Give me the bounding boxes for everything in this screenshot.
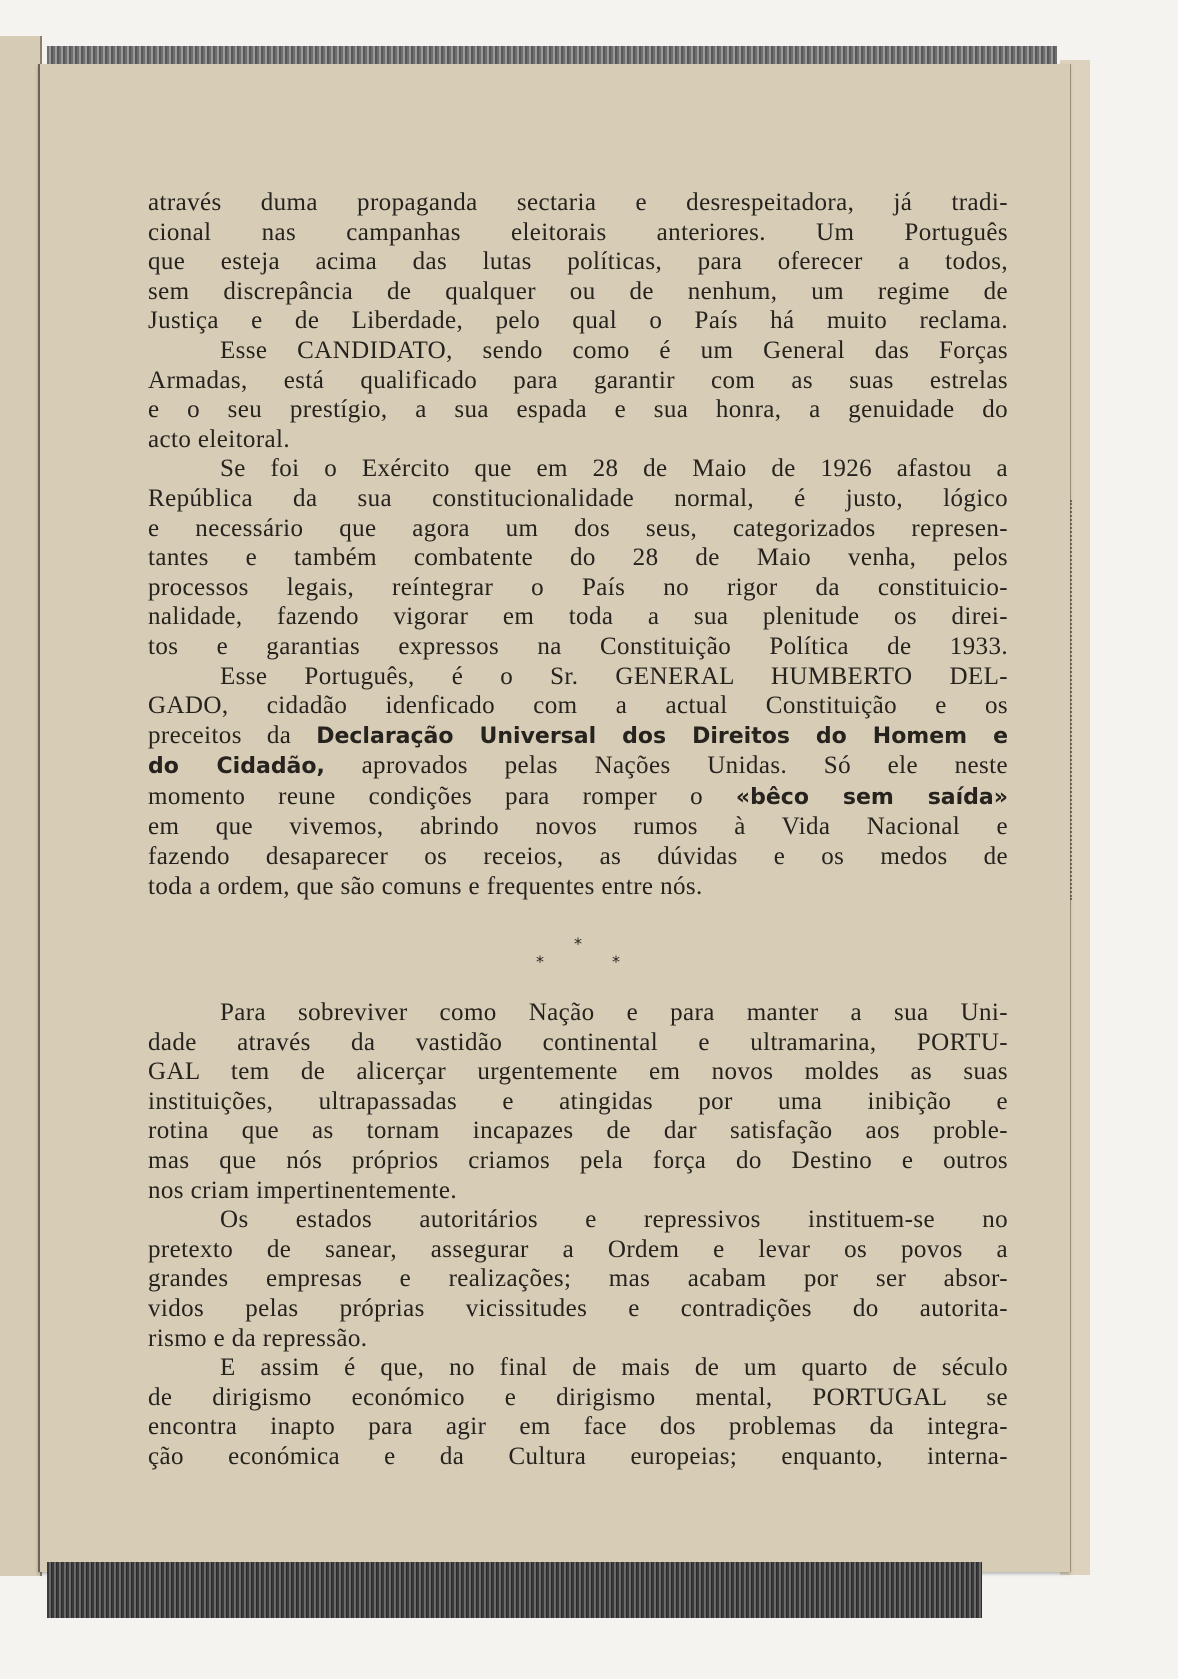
text-line [148,751,1008,782]
text-line: pretexto de sanear, assegurar a Ordem e levar os povos a [148,1235,1008,1263]
text-line: sem discrepância de qualquer ou de nenhum, um regime de [148,277,1008,305]
text-line: ção económica e da Cultura europeias; enquanto, interna- [148,1442,1008,1470]
text-line: em que vivemos, abrindo novos rumos à Vida Nacional e [148,813,1008,841]
text-segment: preceitos da [148,721,292,749]
text-line: Para sobreviver como Nação e para manter a sua Uni- [220,999,1008,1026]
text-line: rotina que as tornam incapazes de dar satisfação aos proble- [148,1117,1008,1145]
text-line: Esse Português, é o Sr. GENERAL HUMBERTO DEL- [220,662,1008,690]
separator-star: * [574,934,582,953]
separator-star: * [612,952,620,971]
text-line [148,782,1008,813]
paragraph-1 [148,188,1008,336]
text-block-bottom [148,998,1008,1472]
separator-star: * [536,952,544,971]
text-line: nos criam impertinentemente. [148,1176,458,1204]
text-line: vidos pelas próprias vicissitudes e contradições do autorita- [148,1294,1008,1322]
text-line: República da sua constitucionalidade normal, é justo, lógico [148,484,1008,512]
text-line: GAL tem de alicerçar urgentemente em novos moldes as suas [148,1058,1008,1086]
text-line: Justiça e de Liberdade, pelo qual o País há muito reclama. [148,307,1008,335]
facing-page-edge [0,36,42,1576]
text-line: acto eleitoral. [148,425,291,453]
text-line: processos legais, reíntegrar o País no rigor da constituicio- [148,573,1008,601]
text-line: Os estados autoritários e repressivos instituem-se no [220,1206,1008,1234]
text-line: nalidade, fazendo vigorar em toda a sua plenitude os direi- [148,603,1008,631]
paragraph-3 [148,454,1008,661]
page-edge-marks [1070,500,1084,900]
paragraph-6 [148,1205,1008,1353]
text-line: fazendo desaparecer os receios, as dúvidas e os medos de [148,843,1008,871]
text-line: toda a ordem, que são comuns e frequentes entre nós. [148,872,703,900]
text-line: e o seu prestígio, a sua espada e sua honra, a genuidade do [148,396,1008,424]
text-line: Se foi o Exército que em 28 de Maio de 1926 afastou a [220,455,1008,483]
emphasis-phrase: «bêco sem saída» [735,784,1008,810]
text-line: de dirigismo económico e dirigismo mental, PORTUGAL se [148,1383,1008,1411]
text-line: dade através da vastidão continental e ultramarina, PORTU- [148,1028,1008,1056]
text-line: através duma propaganda sectaria e desrespeitadora, já tradi- [148,189,1008,216]
text-line: instituições, ultrapassadas e atingidas por uma inibição e [148,1087,1008,1115]
text-line: GADO, cidadão idenficado com a actual Constituição e os [148,692,1008,720]
paragraph-7 [148,1353,1008,1471]
text-line: grandes empresas e realizações; mas acabam por ser absor- [148,1265,1008,1293]
text-segment: aprovados pelas Nações Unidas. Só ele neste [361,752,1009,780]
paragraph-5 [148,998,1008,1205]
text-line: tantes e também combatente do 28 de Maio venha, pelos [148,544,1008,572]
section-separator [520,934,640,974]
text-line: rismo e da repressão. [148,1324,368,1352]
text-line: mas que nós próprios criamos pela força do Destino e outros [148,1146,1008,1174]
text-line: tos e garantias expressos na Constituição Política de 1933. [148,632,1008,660]
paragraph-2 [148,336,1008,454]
text-segment: momento reune condições para romper o [148,782,703,810]
text-line: cional nas campanhas eleitorais anteriores. Um Português [148,218,1008,246]
text-block-top [148,188,1008,901]
text-line: e necessário que agora um dos seus, categorizados represen- [148,514,1008,542]
text-line: E assim é que, no final de mais de um quarto de século [220,1354,1008,1382]
declaration-title: Declaração Universal dos Direitos do Homem e [316,723,1008,749]
text-line [148,721,1008,752]
scanner-strip-bottom [47,1562,982,1618]
text-line: encontra inapto para agir em face dos problemas da integra- [148,1413,1008,1441]
declaration-title-end: do Cidadão, [148,754,325,780]
text-line: Esse CANDIDATO, sendo como é um General das Forças [220,336,1008,364]
text-line: Armadas, está qualificado para garantir com as suas estrelas [148,366,1008,394]
paragraph-4 [148,662,1008,902]
text-line: que esteja acima das lutas políticas, para oferecer a todos, [148,248,1008,276]
